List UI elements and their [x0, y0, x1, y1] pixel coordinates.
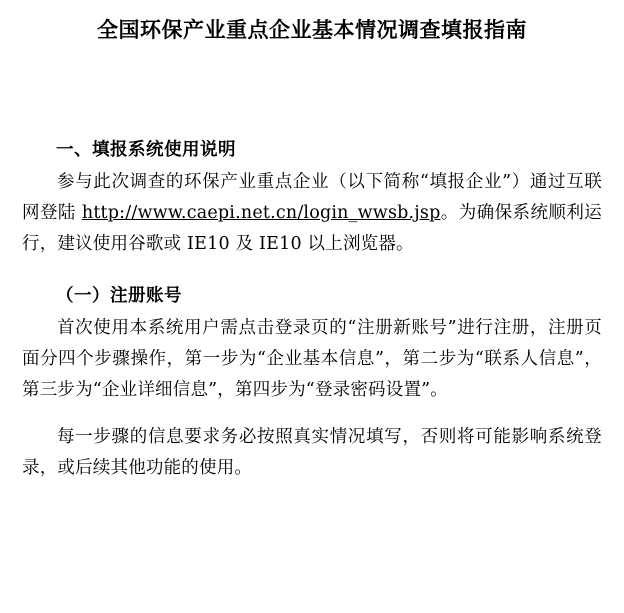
- paragraph-spacer-2: [22, 406, 602, 422]
- page-title: 全国环保产业重点企业基本情况调查填报指南: [97, 17, 527, 42]
- login-url-link[interactable]: http://www.caepi.net.cn/login_wwsb.jsp: [81, 203, 441, 223]
- paragraph-text-before-link: 参与此次调查的环保产业重点企业（以下简称“填报企业”）通过互联网登陆: [22, 172, 602, 223]
- paragraph-registration-steps: 首次使用本系统用户需点击登录页的“注册新账号”进行注册，注册页面分四个步骤操作，第一步为“企业基本信息”，第二步为“联系人信息”，第三步为“企业详细信息”，第四步为“登录密码设置”。: [22, 318, 602, 400]
- title-spacer: [22, 44, 602, 136]
- subsection-heading-register: （一）注册账号: [56, 286, 182, 306]
- paragraph-system-access: [22, 167, 602, 260]
- paragraph-spacer-1: [22, 262, 602, 272]
- paragraph-text-after-link: 。为确保系统顺利运行，建议使用谷歌或 IE10 及 IE10 以上浏览器。: [22, 203, 602, 254]
- paragraph-truthful-info: 每一步骤的信息要求务必按照真实情况填写，否则将可能影响系统登录，或后续其他功能的使用。: [22, 427, 602, 478]
- section-heading-usage: 一、填报系统使用说明: [56, 140, 236, 160]
